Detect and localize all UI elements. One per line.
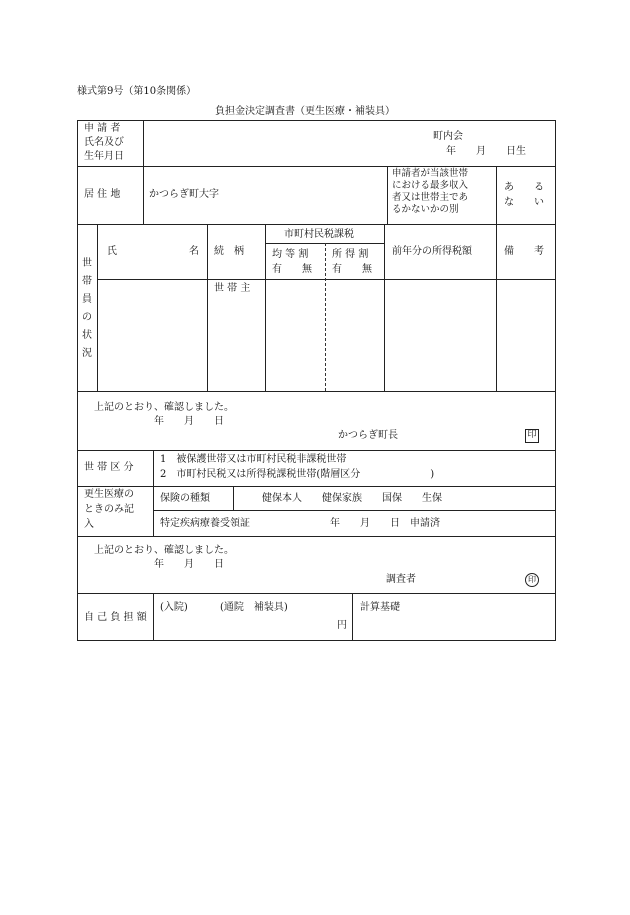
copay-outpatient: (通院 補装具) xyxy=(220,602,288,613)
household-side-label-4: の xyxy=(82,312,92,323)
copay-yen: 円 xyxy=(337,620,347,631)
medical-label-1: 更生医療の xyxy=(84,489,134,500)
seal-icon: 印 xyxy=(525,429,539,443)
seal-circle-icon: 印 xyxy=(525,573,539,587)
form-title: 負担金決定調査書（更生医療・補装具） xyxy=(215,106,395,117)
investigator-label: 調査者 xyxy=(386,574,416,585)
income-levy-yes-no: 有 無 xyxy=(332,264,372,275)
household-head-question-1: 申請者が当該世帯 xyxy=(392,168,469,179)
household-head-question-2: における最多収入 xyxy=(392,180,469,191)
col-name-a: 氏 xyxy=(107,246,117,257)
col-relation: 続 柄 xyxy=(214,246,244,257)
residence-label: 居 住 地 xyxy=(84,189,121,200)
col-prev-income-tax: 前年分の所得税額 xyxy=(392,246,472,257)
specific-disease-cert: 特定疾病療養受領証 年 月 日 申請済 xyxy=(160,518,440,529)
applicant-label-1: 申 請 者 xyxy=(84,123,121,134)
insurance-type-label: 保険の種類 xyxy=(160,493,210,504)
household-side-label-5: 状 xyxy=(82,330,92,341)
answer-no: な い xyxy=(504,197,544,208)
head-of-household: 世 帯 主 xyxy=(214,283,251,294)
col-name-b: 名 xyxy=(189,246,199,257)
confirm-date-1: 年 月 日 xyxy=(154,416,224,427)
insurance-options: 健保本人 健保家族 国保 生保 xyxy=(262,493,442,504)
household-side-label-6: 況 xyxy=(82,348,92,359)
confirm-text-1: 上記のとおり、確認しました。 xyxy=(94,402,234,413)
medical-label-3: 入 xyxy=(84,519,94,530)
applicant-label-2: 氏名及び xyxy=(84,137,124,148)
household-head-question-4: るかないかの別 xyxy=(392,204,459,215)
copay-inpatient: (入院) xyxy=(160,602,188,613)
category-label: 世 帯 区 分 xyxy=(84,462,134,473)
birth-date-label: 年 月 日生 xyxy=(446,146,526,157)
col-municipal-tax: 市町村民税課税 xyxy=(284,229,354,240)
household-side-label-1: 世 xyxy=(82,258,92,269)
col-equal-levy: 均 等 割 xyxy=(272,249,309,260)
category-option-2: 2 市町村民税又は所得税課税世帯(階層区分 ) xyxy=(160,469,435,480)
household-side-label-3: 員 xyxy=(82,294,92,305)
calc-basis-label: 計算基礎 xyxy=(360,602,400,613)
mayor-label: かつらぎ町長 xyxy=(338,430,398,441)
medical-label-2: ときのみ記 xyxy=(84,504,134,515)
equal-levy-yes-no: 有 無 xyxy=(272,264,312,275)
form-number: 様式第9号（第10条関係） xyxy=(77,86,197,97)
category-option-1: 1 被保護世帯又は市町村民税非課税世帯 xyxy=(160,454,347,465)
copay-label: 自 己 負 担 額 xyxy=(84,612,147,623)
answer-yes: あ る xyxy=(504,182,544,193)
town-association-label: 町内会 xyxy=(433,131,463,142)
household-side-label-2: 帯 xyxy=(82,276,92,287)
household-head-question-3: 者又は世帯主であ xyxy=(392,192,469,203)
confirm-text-2: 上記のとおり、確認しました。 xyxy=(94,545,234,556)
confirm-date-2: 年 月 日 xyxy=(154,559,224,570)
applicant-label-3: 生年月日 xyxy=(84,151,124,162)
col-remarks: 備 考 xyxy=(504,246,544,257)
residence-value: かつらぎ町大字 xyxy=(149,189,219,200)
col-income-levy: 所 得 割 xyxy=(332,249,369,260)
